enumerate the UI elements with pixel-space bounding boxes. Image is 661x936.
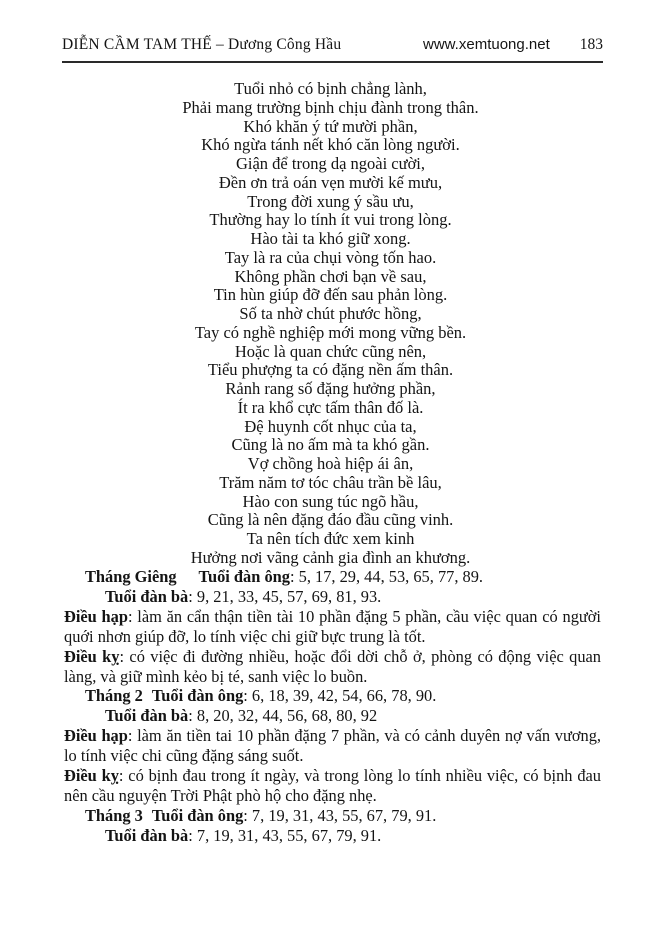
section-thang-gieng-women: [64, 587, 601, 607]
poem-line: Ít ra khổ cực tấm thân đố là.: [237, 397, 424, 417]
ky-text: : có việc đi đường nhiều, hoặc đổi dời chỗ ở, phòng có động việc quan làng, và giữ mình kẻo bị té, sanh việc lo buồn.: [64, 646, 601, 686]
men-numbers: : 5, 17, 29, 44, 53, 65, 77, 89.: [289, 567, 484, 586]
section-thang-2-ky: [64, 766, 601, 806]
poem-line: Cũng là nên đặng đáo đầu cũng vinh.: [207, 510, 454, 530]
section-thang-3-men: [64, 806, 601, 826]
poem-line: Không phần chơi bạn về sau,: [234, 266, 427, 286]
poem-line: Thường hay lo tính ít vui trong lòng.: [209, 210, 452, 230]
month-label: Tháng 2: [85, 686, 143, 706]
poem-line: Tay là ra của chụi vòng tốn hao.: [224, 247, 437, 267]
poem-line: Trong đời xung ý sầu ưu,: [247, 191, 414, 211]
section-thang-gieng-men: [64, 567, 601, 587]
month-label: Tháng 3: [85, 805, 143, 825]
women-numbers: : 9, 21, 33, 45, 57, 69, 81, 93.: [188, 586, 382, 606]
book-title: DIỄN CẦM TAM THẾ – Dương Công Hầu: [62, 36, 342, 53]
poem-line: Cũng là no ấm mà ta khó gần.: [231, 435, 430, 455]
poem-line: Phải mang trường bịnh chịu đành trong thân.: [182, 97, 479, 117]
section-thang-gieng-hap: [64, 607, 601, 647]
poem-line: Số ta nhờ chút phước hồng,: [239, 304, 422, 323]
men-numbers: : 7, 19, 31, 43, 55, 67, 79, 91.: [243, 805, 437, 825]
header-right: [423, 36, 603, 54]
hap-text: : làm ăn tiền tai 10 phần đặng 7 phần, và có cảnh duyên nợ vấn vương, lo tính việc chi cũng đặng sáng suốt.: [64, 726, 601, 766]
poem-line: Đệ huynh cốt nhục của ta,: [244, 416, 417, 436]
women-label: Tuổi đàn bà: [105, 586, 189, 606]
section-thang-3-women: [64, 826, 601, 846]
section-thang-2-hap: [64, 726, 601, 766]
poem-line: Tuổi nhỏ có bịnh chẳng lành,: [234, 79, 427, 98]
poem-line: Tay có nghề nghiệp mới mong vững bền.: [194, 322, 467, 342]
section-thang-2-men: [64, 686, 601, 706]
poem-line: Hoặc là quan chức cũng nên,: [234, 341, 427, 361]
men-label: Tuổi đàn ông: [198, 567, 290, 586]
men-numbers: : 6, 18, 39, 42, 54, 66, 78, 90.: [243, 686, 437, 706]
ky-label: Điều kỵ: [64, 766, 119, 786]
women-numbers: : 7, 19, 31, 43, 55, 67, 79, 91.: [188, 825, 382, 845]
women-label: Tuổi đàn bà: [105, 706, 189, 726]
ky-text: : có bịnh đau trong ít ngày, và trong lòng lo tính nhiều việc, có bịnh đau nên cầu nguyện Trời Phật phò hộ cho đặng nhẹ.: [64, 766, 601, 805]
website-url: www.xemtuong.net: [423, 36, 550, 53]
poem-line: Trăm năm tơ tóc châu trần bề lâu,: [219, 472, 442, 492]
hap-label: Điều hạp: [64, 606, 128, 626]
poem-line: Đền ơn trả oán vẹn mười kế mưu,: [218, 172, 443, 192]
section-thang-2-women: [64, 706, 601, 726]
poem-line: Tiểu phượng ta có đặng nền ấm thân.: [207, 360, 454, 380]
ky-label: Điều kỵ: [64, 646, 120, 666]
poem-line: Hưởng nơi vãng cảnh gia đình an khương.: [190, 547, 471, 567]
poem-line: Ta nên tích đức xem kinh: [246, 529, 415, 548]
poem-line: Hào tài ta khó giữ xong.: [250, 229, 411, 248]
women-label: Tuổi đàn bà: [105, 825, 189, 845]
poem-line: Vợ chồng hoà hiệp ái ân,: [247, 454, 414, 473]
men-label: Tuổi đàn ông: [151, 686, 244, 706]
poem-line: Khó ngừa tánh nết khó căn lòng người.: [201, 135, 460, 155]
page-number: 183: [579, 36, 603, 53]
hap-label: Điều hạp: [64, 726, 128, 746]
poem-line: Tin hùn giúp đỡ đến sau phản lòng.: [213, 285, 448, 305]
women-numbers: : 8, 20, 32, 44, 56, 68, 80, 92: [188, 706, 378, 726]
hap-text: : làm ăn cẩn thận tiền tài 10 phần đặng 5 phần, cầu việc quan có người quới nhơn giúp đỡ, lo tính việc chi giữ bực trung là tốt.: [64, 606, 601, 646]
men-label: Tuổi đàn ông: [151, 805, 244, 825]
section-thang-gieng-ky: [64, 647, 601, 687]
month-label: Tháng Giêng: [85, 567, 177, 586]
page-header: [62, 36, 603, 63]
poem-line: Hào con sung túc ngõ hầu,: [242, 491, 419, 511]
month-sections: [64, 567, 601, 846]
poem-line: Giận để trong dạ ngoài cười,: [235, 154, 426, 173]
poem: [0, 80, 661, 568]
poem-line: Rảnh rang số đặng hưởng phần,: [225, 379, 436, 398]
poem-line: Khó khăn ý tứ mười phần,: [243, 116, 418, 136]
